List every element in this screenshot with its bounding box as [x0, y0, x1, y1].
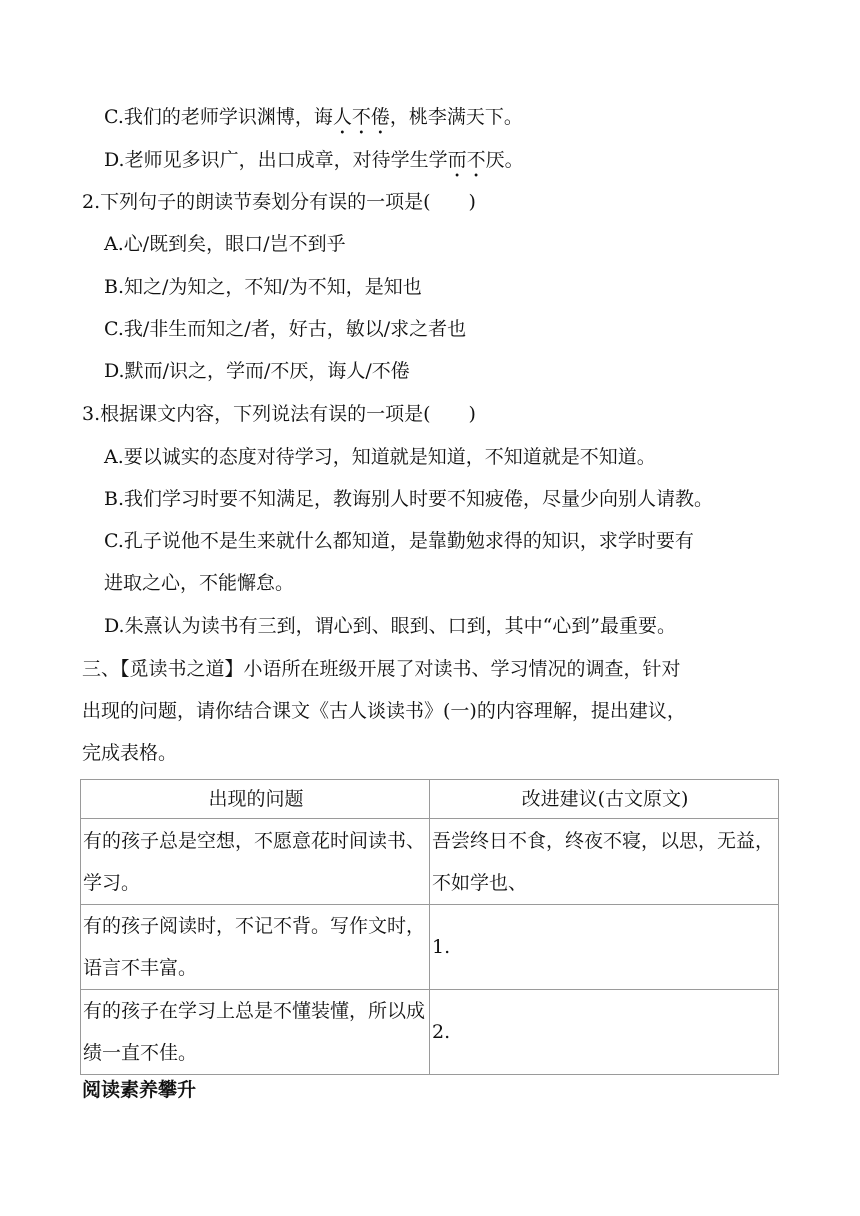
- table-header-problem: 出现的问题: [81, 780, 430, 819]
- question-2-option-b: B.知之/为知之，不知/为不知，是知也: [104, 276, 422, 298]
- table-cell-problem: 有的孩子总是空想，不愿意花时间读书、学习。: [81, 819, 430, 905]
- question-2: 2.下列句子的朗读节奏划分有误的一项是( ): [82, 191, 476, 213]
- table-cell-suggestion: 2.: [430, 990, 779, 1075]
- option-text: C.我们的老师学识渊博，诲: [104, 106, 333, 128]
- table-cell-suggestion: 吾尝终日不食，终夜不寝，以思，无益，不如学也、: [430, 819, 779, 905]
- option-text: ，桃李满天下。: [389, 106, 523, 128]
- option-d-idiom: [104, 147, 524, 182]
- question-3: 3.根据课文内容，下列说法有误的一项是( ): [82, 403, 476, 425]
- table-header-row: [81, 780, 779, 819]
- table-row: [81, 990, 779, 1075]
- table-cell-problem: 有的孩子阅读时，不记不背。写作文时，语言不丰富。: [81, 905, 430, 990]
- section-title: 阅读素养攀升: [82, 1079, 197, 1101]
- question-2-option-c: C.我/非生而知之/者，好古，敏以/求之者也: [104, 318, 467, 340]
- option-text: D.老师见多识广，出口成章，对待学生学: [104, 149, 448, 171]
- emphasis-text: 而不: [447, 149, 486, 171]
- table-row: [81, 819, 779, 905]
- option-c-idiom: [104, 104, 523, 139]
- question-2-option-a: A.心/既到矣，眼口/岂不到乎: [104, 233, 346, 255]
- suggestion-table: [80, 779, 779, 1075]
- emphasis-text: 人不倦: [332, 106, 390, 128]
- table-cell-suggestion: 1.: [430, 905, 779, 990]
- question-3-option-b: B.我们学习时要不知满足，教诲别人时要不知疲倦，尽量少向别人请教。: [104, 488, 714, 510]
- table-header-suggestion: 改进建议(古文原文): [430, 780, 779, 819]
- table-cell-problem: 有的孩子在学习上总是不懂装懂，所以成绩一直不佳。: [81, 990, 430, 1075]
- question-2-option-d: D.默而/识之，学而/不厌，诲人/不倦: [104, 360, 410, 382]
- question-3-option-d: D.朱熹认为读书有三到，谓心到、眼到、口到，其中“心到”最重要。: [104, 615, 677, 637]
- question-3-option-c-line2: 进取之心，不能懈怠。: [104, 572, 295, 594]
- question-3-option-a: A.要以诚实的态度对待学习，知道就是知道，不知道就是不知道。: [104, 446, 656, 468]
- section-3-prompt-line3: 完成表格。: [82, 742, 178, 764]
- section-3-prompt-line2: 出现的问题，请你结合课文《古人谈读书》(一)的内容理解，提出建议，: [82, 700, 686, 722]
- question-3-option-c-line1: C.孔子说他不是生来就什么都知道，是靠勤勉求得的知识，求学时要有: [104, 530, 694, 552]
- section-3-prompt-line1: 三、【觅读书之道】小语所在班级开展了对读书、学习情况的调查，针对: [82, 658, 681, 680]
- table-row: [81, 905, 779, 990]
- option-text: 厌。: [485, 149, 524, 171]
